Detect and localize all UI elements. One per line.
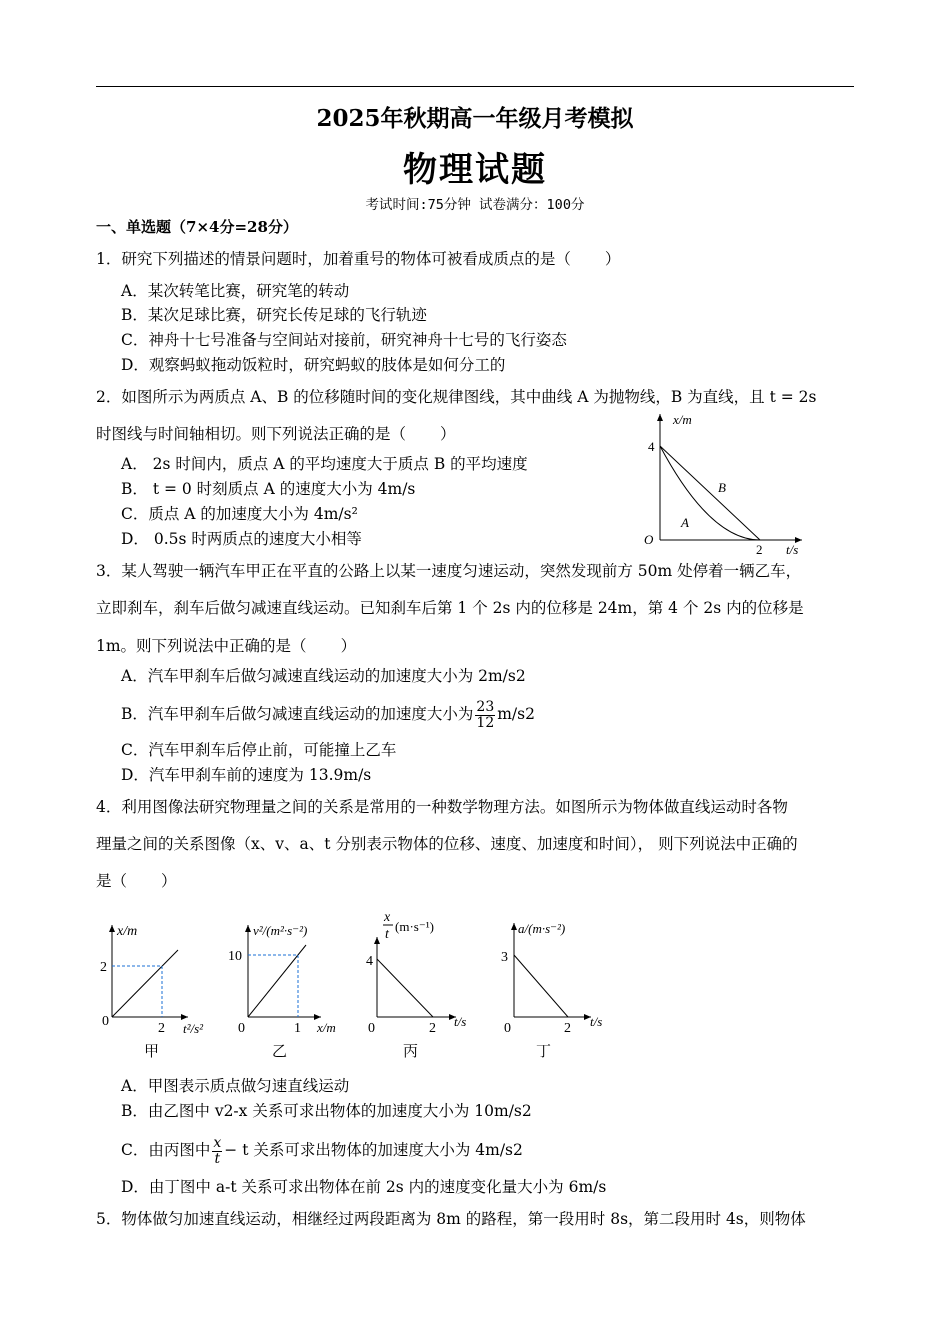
q1-option-c: C．神舟十七号准备与空间站对接前，研究神舟十七号的飞行姿态 — [121, 331, 567, 349]
yi-origin: 0 — [238, 1021, 245, 1036]
ding-y-label: a/(m·s⁻²) — [518, 921, 566, 936]
bing-x-label: t/s — [454, 1014, 467, 1029]
exam-info: 考试时间:75分钟 试卷满分：100分 — [365, 197, 585, 213]
q4-option-c-fraction: $\frac{x}{t}$ — [213, 1134, 222, 1167]
q3-option-b: B．汽车甲刹车后做匀减速直线运动的加速度大小为 $\frac{23}{12}$ m/s2 — [121, 698, 535, 731]
question-3-line1: 3．某人驾驶一辆汽车甲正在平直的公路上以某一速度匀速运动，突然发现前方 50m 处停着一辆乙车， — [96, 562, 802, 580]
bing-y-label-num: x — [384, 910, 391, 925]
q3-option-d: D．汽车甲刹车前的速度为 13.9m/s — [121, 766, 372, 784]
graph-bing — [366, 910, 466, 1060]
question-3-line2: 立即刹车，刹车后做匀减速直线运动。已知刹车后第 1 个 2s 内的位移是 24m，第 4 个 2s 内的位移是 — [96, 599, 804, 617]
section-heading: 一、单选题（7×4分=28分） — [96, 218, 298, 236]
q3-option-a: A．汽车甲刹车后做匀减速直线运动的加速度大小为 2m/s2 — [121, 667, 526, 685]
q2-option-d: D． 0.5s 时两质点的速度大小相等 — [121, 530, 362, 548]
q4-option-a: A．甲图表示质点做匀速直线运动 — [121, 1077, 350, 1095]
q4-option-d: D．由丁图中 a-t 关系可求出物体在前 2s 内的速度变化量大小为 6m/s — [121, 1178, 607, 1196]
ding-line — [514, 955, 568, 1017]
question-4-line2: 理量之间的关系图像（x、v、a、t 分别表示物体的位移、速度、加速度和时间）， 则下列说法中正确的 — [96, 835, 798, 853]
jia-origin: 0 — [102, 1014, 109, 1029]
header-rule — [96, 86, 854, 87]
q4-graphs — [96, 905, 626, 1065]
jia-caption: 甲 — [144, 1044, 160, 1060]
question-2-stem-line1: 2．如图所示为两质点 A、B 的位移随时间的变化规律图线，其中曲线 A 为抛物线，B 为直线，且 t = 2s — [96, 388, 817, 406]
q2-option-b: B． t = 0 时刻质点 A 的速度大小为 4m/s — [121, 480, 416, 498]
q1-option-b: B．某次足球比赛，研究长传足球的飞行轨迹 — [121, 306, 427, 324]
q2-x-tick: 2 — [756, 542, 763, 557]
ding-y-tick: 3 — [501, 950, 508, 965]
bing-y-label-unit: (m·s⁻¹) — [395, 919, 434, 934]
question-1-stem: 1．研究下列描述的情景问题时，加着重号的物体可被看成质点的是（ ） — [96, 250, 621, 268]
subject-title: 物理试题 — [403, 150, 547, 190]
q2-xt-graph — [640, 408, 815, 560]
q1-option-a: A．某次转笔比赛，研究笔的转动 — [121, 282, 350, 300]
ding-x-label: t/s — [590, 1014, 603, 1029]
q3-option-b-fraction: $\frac{23}{12}$ — [476, 698, 495, 731]
q2-option-a: A． 2s 时间内，质点 A 的平均速度大于质点 B 的平均速度 — [121, 455, 528, 473]
q2-y-axis-label: x/m — [673, 412, 692, 427]
yi-y-tick: 10 — [228, 949, 242, 964]
q2-x-axis-label: t/s — [786, 542, 799, 557]
ding-x-tick: 2 — [564, 1021, 571, 1036]
ding-caption: 丁 — [536, 1044, 552, 1060]
q2-y-tick: 4 — [648, 439, 655, 454]
question-3-line3: 1m。则下列说法中正确的是（ ） — [96, 637, 357, 655]
q2-option-c: C．质点 A 的加速度大小为 4m/s² — [121, 505, 358, 523]
bing-line — [377, 959, 433, 1017]
graph-yi — [228, 923, 336, 1060]
question-4-line3: 是（ ） — [96, 872, 177, 890]
q2-label-b: B — [718, 480, 726, 495]
question-2-stem-line2: 时图线与时间轴相切。则下列说法正确的是（ ） — [96, 425, 456, 443]
yi-line — [248, 945, 306, 1017]
graph-ding — [501, 921, 602, 1060]
jia-y-tick: 2 — [100, 960, 107, 975]
yi-x-label: x/m — [317, 1020, 336, 1035]
bing-x-tick: 2 — [429, 1021, 436, 1036]
q4-option-b: B．由乙图中 v2-x 关系可求出物体的加速度大小为 10m/s2 — [121, 1102, 532, 1120]
bing-caption: 丙 — [403, 1044, 419, 1060]
question-4-line1: 4．利用图像法研究物理量之间的关系是常用的一种数学物理方法。如图所示为物体做直线运动时各物 — [96, 798, 788, 816]
q2-line-b — [660, 446, 760, 540]
jia-x-tick: 2 — [158, 1021, 165, 1036]
q1-option-d: D．观察蚂蚁拖动饭粒时，研究蚂蚁的肢体是如何分工的 — [121, 356, 506, 374]
exam-title: 2025年秋期高一年级月考模拟 — [316, 105, 634, 132]
yi-x-tick: 1 — [294, 1021, 301, 1036]
bing-origin: 0 — [368, 1021, 375, 1036]
bing-y-tick: 4 — [366, 954, 373, 969]
q4-option-c: C．由丙图中 $\frac{x}{t}$ − t 关系可求出物体的加速度大小为 4m/s2 — [121, 1134, 523, 1167]
jia-y-label: x/m — [117, 924, 138, 939]
yi-caption: 乙 — [272, 1044, 288, 1060]
graph-jia — [100, 924, 204, 1060]
bing-y-label-den: t — [385, 927, 389, 942]
q2-label-a: A — [681, 515, 689, 530]
yi-y-label: v²/(m²·s⁻²) — [253, 923, 308, 938]
ding-origin: 0 — [504, 1021, 511, 1036]
jia-x-label: t²/s² — [183, 1021, 204, 1036]
q3-option-c: C．汽车甲刹车后停止前，可能撞上乙车 — [121, 741, 397, 759]
q2-origin-label: O — [644, 532, 654, 547]
question-5-line1: 5．物体做匀加速直线运动，相继经过两段距离为 8m 的路程，第一段用时 8s，第二段用时 4s，则物体 — [96, 1210, 806, 1228]
jia-line — [112, 950, 178, 1017]
